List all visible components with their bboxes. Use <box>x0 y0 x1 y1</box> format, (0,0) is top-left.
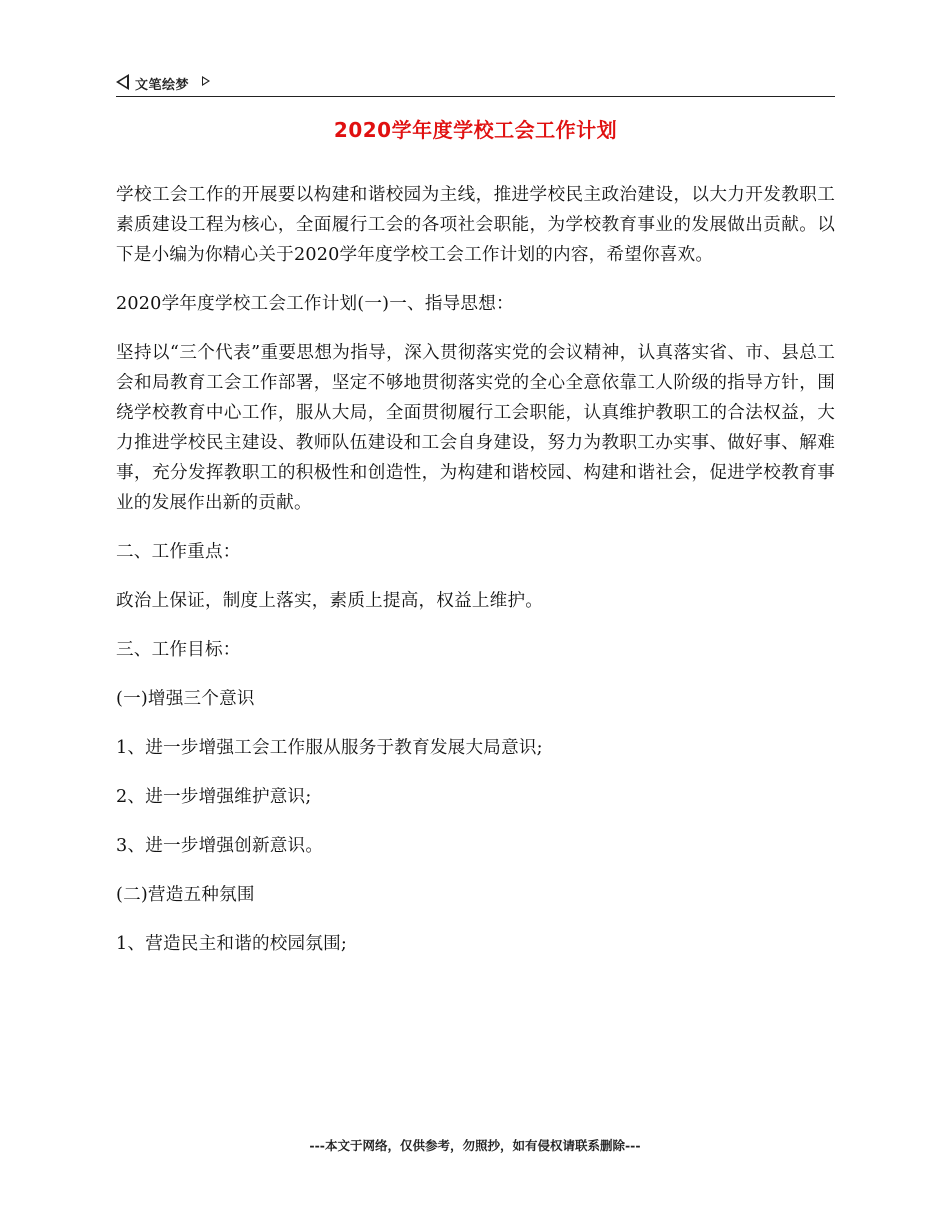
document-body <box>116 180 835 978</box>
paragraph-five-atmospheres-heading: (二)营造五种氛围 <box>116 885 255 905</box>
list-item: 3、进一步增强创新意识。 <box>116 836 324 856</box>
header-brand: 文笔绘梦 <box>135 78 190 93</box>
list-item: 2、进一步增强维护意识; <box>116 787 312 807</box>
list-item: 1、营造民主和谐的校园氛围; <box>116 934 348 954</box>
paragraph-plan-heading: 2020学年度学校工会工作计划(一)一、指导思想： <box>116 294 514 314</box>
list-item: 1、进一步增强工会工作服从服务于教育发展大局意识; <box>116 738 543 758</box>
paragraph-three-awareness-heading: (一)增强三个意识 <box>116 689 255 709</box>
paragraph-work-focus-heading: 二、工作重点： <box>116 542 241 562</box>
paragraph-work-focus: 政治上保证，制度上落实，素质上提高，权益上维护。 <box>116 591 544 611</box>
paragraph-intro: 学校工会工作的开展要以构建和谐校园为主线，推进学校民主政治建设，以大力开发教职工素质建设工程为核心，全面履行工会的各项社会职能，为学校教育事业的发展做出贡献。以下是小编为你精心关于2020学年度学校工会工作计划的内容，希望你喜欢。 <box>116 185 835 265</box>
triangle-right-icon <box>202 76 210 86</box>
paragraph-work-goals-heading: 三、工作目标： <box>116 640 241 660</box>
page-header <box>116 70 835 97</box>
document-title: 2020学年度学校工会工作计划 <box>333 118 618 142</box>
paragraph-guiding-thought: 坚持以“三个代表”重要思想为指导，深入贯彻落实党的会议精神，认真落实省、市、县总工会和局教育工会工作部署，坚定不够地贯彻落实党的全心全意依靠工人阶级的指导方针，围绕学校教育中心工作，服从大局，全面贯彻履行工会职能，认真维护教职工的合法权益，大力推进学校民主建设、教师队伍建设和工会自身建设，努力为教职工办实事、做好事、解难事，充分发挥教职工的积极性和创造性，为构建和谐校园、构建和谐社会，促进学校教育事业的发展作出新的贡献。 <box>116 343 835 513</box>
page-footer-disclaimer: ---本文于网络，仅供参考，勿照抄，如有侵权请联系删除--- <box>309 1138 641 1153</box>
triangle-left-icon <box>116 74 129 90</box>
